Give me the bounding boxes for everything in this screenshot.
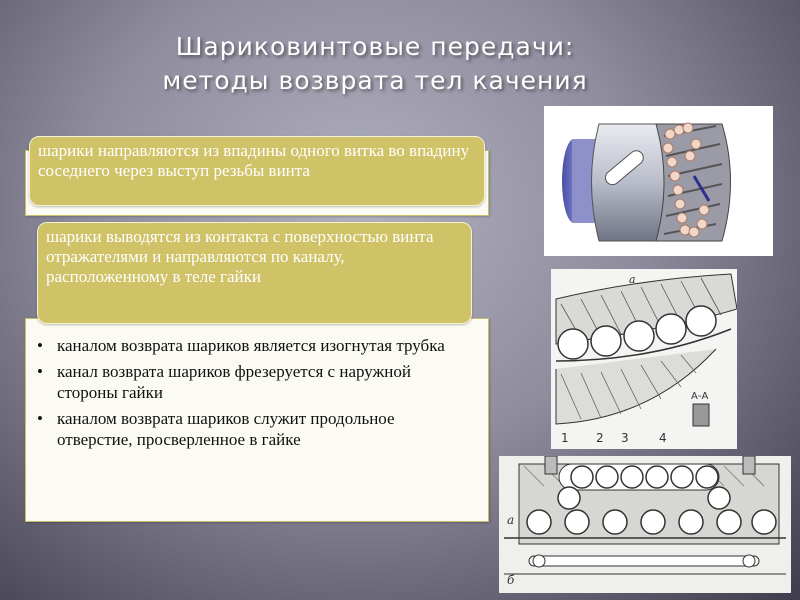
slide-title-line1: Шариковинтовые передачи:: [175, 32, 575, 61]
method-1-bubble: шарики направляются из впадины одного витка во впадину соседнего через выступ резьбы винта: [29, 136, 485, 206]
slide-title-line2: методы возврата тел качения: [162, 66, 588, 95]
section-drawing-svg: [551, 269, 737, 449]
list-item: [32, 361, 472, 403]
label-2: 2: [596, 431, 604, 445]
label-4: 4: [659, 431, 667, 445]
slide-title: [90, 30, 660, 98]
bullet: •: [37, 409, 43, 428]
bullet: •: [37, 362, 43, 381]
channel-drawing: [499, 456, 791, 593]
label-AA: А-А: [691, 391, 709, 402]
list-item-text: канал возврата шариков фрезеруется с наружной стороны гайки: [57, 362, 411, 402]
label-1: 1: [561, 431, 569, 445]
ball-nut-illustration: [544, 106, 773, 256]
label-a: а: [629, 273, 636, 286]
label-3: 3: [621, 431, 629, 445]
method-2-bubble: шарики выводятся из контакта с поверхностью винта отражателями и направляются по каналу, расположенному в теле гайки: [37, 222, 472, 324]
list-item: [32, 335, 472, 356]
ball-nut-drawing: [544, 106, 773, 256]
channel-drawing-svg: [499, 456, 791, 593]
bullet: •: [37, 336, 43, 355]
list-item-text: каналом возврата шариков является изогнутая трубка: [57, 336, 445, 355]
section-drawing: [551, 269, 737, 449]
label-b: б: [507, 573, 515, 587]
label-a2: а: [507, 513, 515, 527]
list-item-text: каналом возврата шариков служит продольное отверстие, просверленное в гайке: [57, 409, 395, 449]
list-item: [32, 408, 472, 450]
return-channel-list: [32, 335, 472, 455]
